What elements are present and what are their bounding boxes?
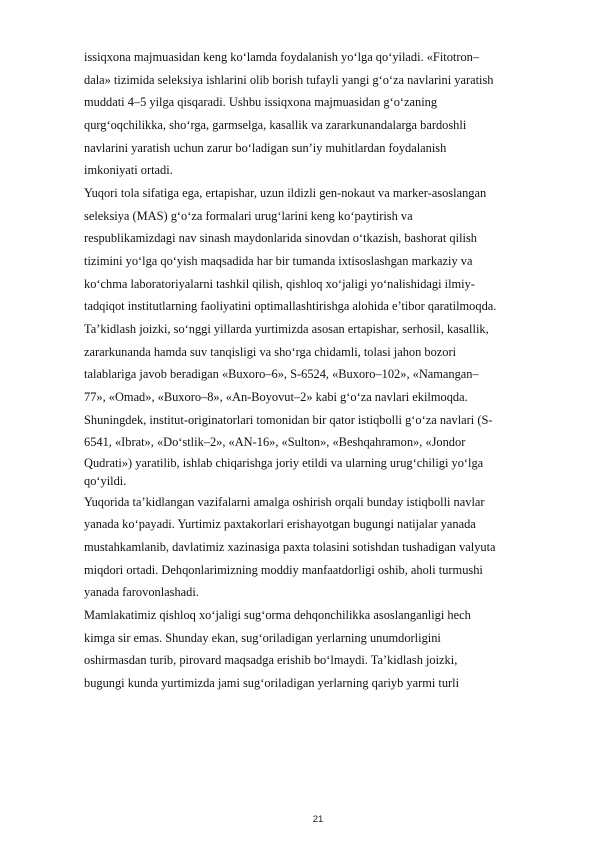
text-line: respublikamizdagi nav sinash maydonlarida sinovdan o‘tkazish, bashorat qilish (84, 231, 477, 246)
text-line: qurg‘oqchilikka, sho‘rga, garmselga, kasallik va zararkunandalarga bardoshli (84, 117, 467, 132)
text-line: imkoniyati ortadi. (84, 163, 173, 178)
text-line: Yuqori tola sifatiga ega, ertapishar, uzun ildizli gen-nokaut va marker-asoslangan (84, 185, 487, 200)
text-line: Mamlakatimiz qishloq xo‘jaligi sug‘orma dehqonchilikka asoslanganligi hech (84, 608, 471, 623)
text-line: qo‘yildi. (84, 473, 127, 488)
text-line: issiqxona majmuasidan keng ko‘lamda foydalanish yo‘lga qo‘yiladi. «Fitotron– (84, 50, 480, 64)
text-line: muddati 4–5 yilga qisqaradi. Ushbu issiqxona majmuasidan g‘o‘zaning (84, 95, 438, 110)
text-line: tizimini yo‘lga qo‘yish maqsadida har bir tumanda ixtisoslashgan markaziy va (84, 253, 473, 268)
text-line: Shuningdek, institut-originatorlari tomonidan bir qator istiqbolli g‘o‘za navlari (S- (84, 412, 493, 427)
body-text (84, 46, 554, 695)
text-line: tadqiqot institutlarning faoliyatini optimallashtirishga alohida e’tibor qaratilmoqda. (84, 299, 497, 314)
text-line: bugungi kunda yurtimizda jami sug‘oriladigan yerlarning qariyb yarmi turli (84, 676, 460, 691)
text-line: 6541, «Ibrat», «Do‘stlik–2», «AN-16», «Sulton», «Beshqahramon», «Jondor (84, 435, 466, 450)
text-line: navlarini yaratish uchun zarur bo‘ladigan sun’iy muhitlardan foydalanish (84, 140, 447, 155)
text-line: kimga sir emas. Shunday ekan, sug‘oriladigan yerlarning unumdorligini (84, 630, 441, 645)
text-line: seleksiya (MAS) g‘o‘za formalari urug‘larini keng ko‘paytirish va (84, 208, 413, 223)
text-line: yanada ko‘payadi. Yurtimiz paxtakorlari erishayotgan bugungi natijalar yanada (84, 517, 476, 532)
text-line: 77», «Omad», «Buxoro–8», «An-Boyovut–2» kabi g‘o‘za navlari ekilmoqda. (84, 389, 468, 404)
text-line: Yuqorida ta’kidlangan vazifalarni amalga oshirish orqali bunday istiqbolli navlar (84, 494, 485, 509)
text-line: Qudrati») yaratilib, ishlab chiqarishga joriy etildi va ularning urug‘chiligi yo‘lga (84, 455, 484, 470)
text-line: zararkunanda hamda suv tanqisligi va sho‘rga chidamli, tolasi jahon bozori (84, 344, 457, 359)
text-line: yanada farovonlashadi. (84, 585, 199, 600)
page-number: 21 (312, 814, 324, 825)
text-line: mustahkamlanib, davlatimiz xazinasiga paxta tolasini sotishdan tushadigan valyuta (84, 540, 496, 555)
text-line: Ta’kidlash joizki, so‘nggi yillarda yurtimizda asosan ertapishar, serhosil, kasallik, (84, 321, 489, 336)
text-line: talablariga javob beradigan «Buxoro–6», S-6524, «Buxoro–102», «Namangan– (84, 367, 479, 382)
text-line: oshirmasdan turib, pirovard maqsadga erishib bo‘lmaydi. Ta’kidlash joizki, (84, 653, 458, 668)
text-line: miqdori ortadi. Dehqonlarimizning moddiy manfaatdorligi oshib, aholi turmushi (84, 562, 483, 577)
text-line: dala» tizimida seleksiya ishlarini olib borish tufayli yangi g‘o‘za navlarini yaratish (84, 72, 494, 87)
text-line: ko‘chma laboratoriyalarni tashkil qilish, qishloq xo‘jaligi yo‘nalishidagi ilmiy- (84, 276, 475, 291)
